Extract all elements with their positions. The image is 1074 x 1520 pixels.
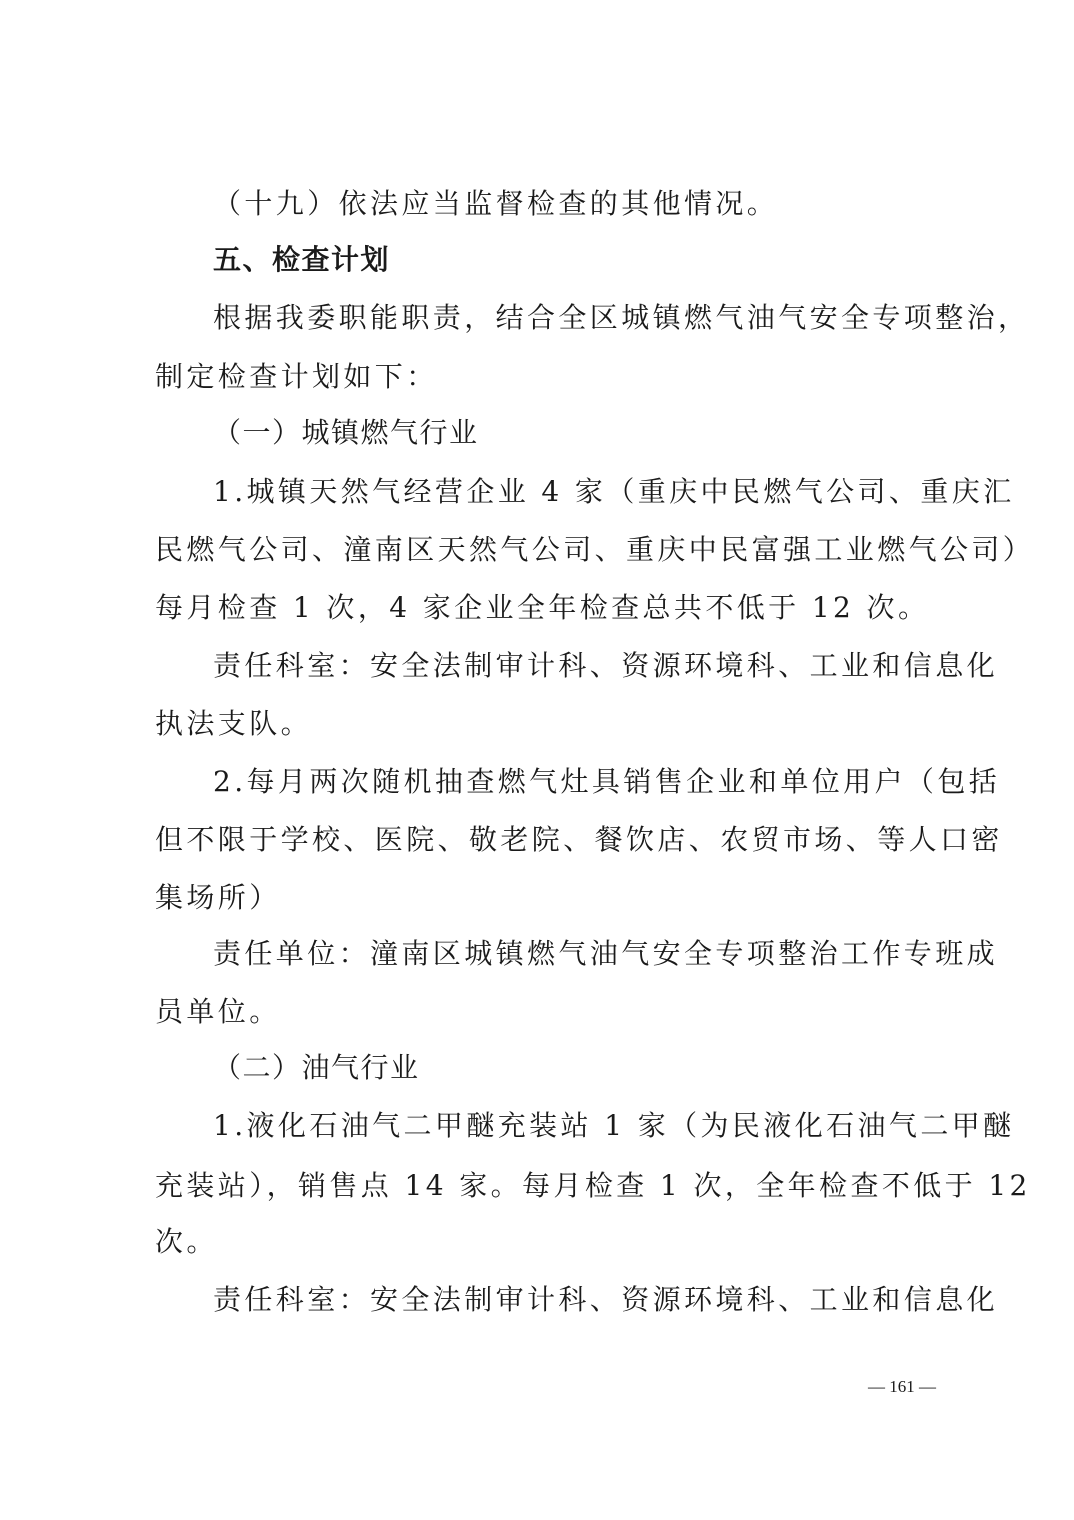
paragraph-line: 充装站），销售点 14 家。每月检查 1 次，全年检查不低于 12 <box>155 1169 1031 1202</box>
subsection-heading-urban-gas: （一）城镇燃气行业 <box>213 416 479 449</box>
section-heading-inspection-plan: 五、检查计划 <box>213 243 391 276</box>
paragraph-line: 每月检查 1 次，4 家企业全年检查总共不低于 12 次。 <box>155 591 930 624</box>
paragraph-line: 民燃气公司、潼南区天然气公司、重庆中民富强工业燃气公司） <box>155 533 1035 566</box>
paragraph-line: 根据我委职能职责，结合全区城镇燃气油气安全专项整治， <box>213 301 1030 334</box>
page-number: — 161 — <box>868 1377 936 1396</box>
paragraph-line: 但不限于学校、医院、敬老院、餐饮店、农贸市场、等人口密 <box>155 823 1003 856</box>
subsection-heading-oil-gas: （二）油气行业 <box>213 1051 420 1084</box>
paragraph-line: 责任单位：潼南区城镇燃气油气安全专项整治工作专班成 <box>213 937 999 970</box>
paragraph-line: 1.液化石油气二甲醚充装站 1 家（为民液化石油气二甲醚 <box>213 1109 1015 1142</box>
paragraph-line: 2.每月两次随机抽查燃气灶具销售企业和单位用户（包括 <box>213 765 1001 798</box>
paragraph-line: 次。 <box>155 1225 218 1258</box>
paragraph-line: 员单位。 <box>155 995 281 1028</box>
paragraph-item-19: （十九）依法应当监督检查的其他情况。 <box>213 187 779 220</box>
paragraph-line: 责任科室：安全法制审计科、资源环境科、工业和信息化 <box>213 1283 999 1316</box>
paragraph-line: 集场所） <box>155 881 281 914</box>
paragraph-line: 执法支队。 <box>155 707 313 740</box>
paragraph-line: 制定检查计划如下： <box>155 360 438 393</box>
paragraph-line: 责任科室：安全法制审计科、资源环境科、工业和信息化 <box>213 649 999 682</box>
paragraph-line: 1.城镇天然气经营企业 4 家（重庆中民燃气公司、重庆汇 <box>213 475 1015 508</box>
